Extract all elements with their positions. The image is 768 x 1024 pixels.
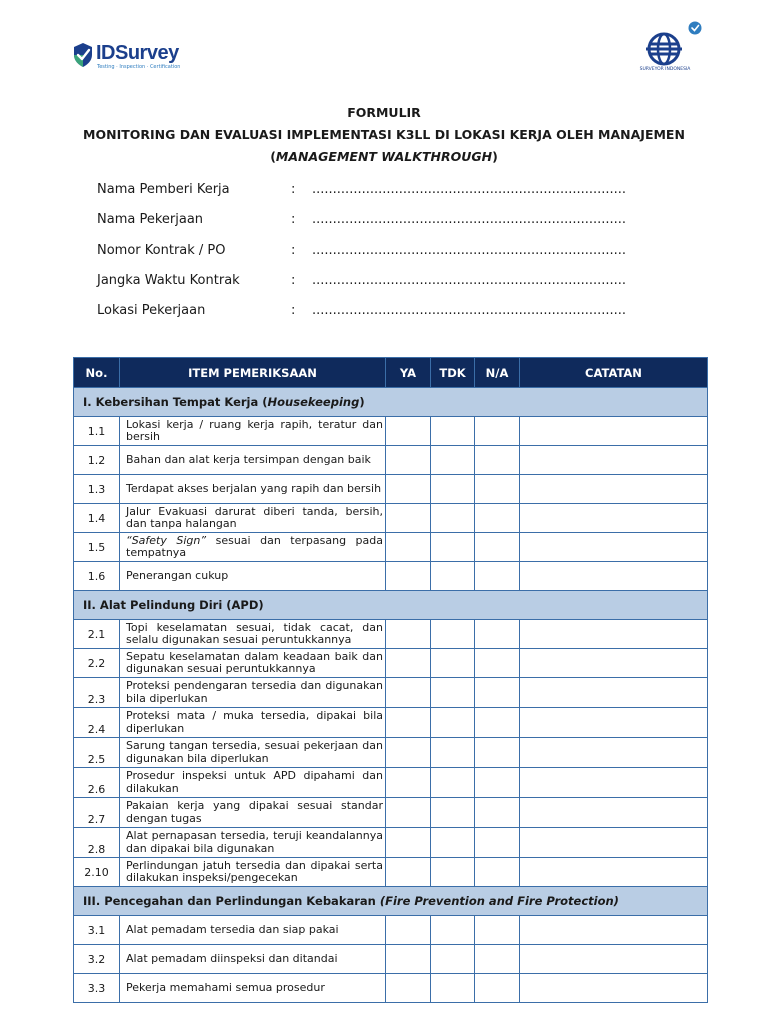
col-header-tdk: TDK (431, 358, 475, 388)
ya-cell[interactable] (386, 828, 431, 858)
brand-name: IDSurvey (96, 42, 179, 64)
catatan-cell[interactable] (520, 620, 708, 649)
item-number: 2.6 (74, 768, 120, 798)
na-cell[interactable] (475, 504, 520, 533)
field-colon: : (291, 242, 296, 258)
item-number: 3.1 (74, 916, 120, 945)
field-label: Jangka Waktu Kontrak (97, 272, 240, 288)
idsurvey-logo (72, 40, 202, 76)
item-number: 2.5 (74, 738, 120, 768)
item-number: 1.2 (74, 446, 120, 475)
na-cell[interactable] (475, 417, 520, 446)
field-colon: : (291, 272, 296, 288)
brand-subtitle: SURVEYOR INDONESIA (639, 67, 691, 72)
table-row (74, 768, 708, 798)
ya-cell[interactable] (386, 738, 431, 768)
form-title (0, 102, 768, 168)
tdk-cell[interactable] (431, 620, 475, 649)
tdk-cell[interactable] (431, 678, 475, 708)
ya-cell[interactable] (386, 858, 431, 887)
field-value[interactable]: ............................................................................ (312, 182, 627, 197)
globe-logo-icon (632, 20, 708, 68)
surveyor-indonesia-logo (632, 20, 708, 80)
tdk-cell[interactable] (431, 708, 475, 738)
item-description: Alat pernapasan tersedia, teruji keandalannya dan dipakai bila digunakan (120, 828, 386, 858)
ya-cell[interactable] (386, 768, 431, 798)
ya-cell[interactable] (386, 446, 431, 475)
table-row (74, 858, 708, 887)
item-number: 3.2 (74, 945, 120, 974)
na-cell[interactable] (475, 620, 520, 649)
item-description: Bahan dan alat kerja tersimpan dengan baik (120, 446, 386, 475)
tdk-cell[interactable] (431, 504, 475, 533)
title-line-2: MONITORING DAN EVALUASI IMPLEMENTASI K3LL DI LOKASI KERJA OLEH MANAJEMEN (83, 127, 685, 142)
item-description: Terdapat akses berjalan yang rapih dan bersih (120, 475, 386, 504)
table-row (74, 798, 708, 828)
table-row (74, 446, 708, 475)
tdk-cell[interactable] (431, 417, 475, 446)
field-value[interactable]: ............................................................................ (312, 272, 627, 288)
field-colon: : (291, 182, 296, 197)
catatan-cell[interactable] (520, 768, 708, 798)
na-cell[interactable] (475, 475, 520, 504)
na-cell[interactable] (475, 828, 520, 858)
col-header-catatan: CATATAN (520, 358, 708, 388)
table-row (74, 649, 708, 678)
ya-cell[interactable] (386, 649, 431, 678)
item-description: Sarung tangan tersedia, sesuai pekerjaan dan digunakan bila diperlukan (120, 738, 386, 768)
item-number: 2.10 (74, 858, 120, 887)
catatan-cell[interactable] (520, 533, 708, 562)
na-cell[interactable] (475, 858, 520, 887)
item-number: 3.3 (74, 974, 120, 1003)
item-number: 2.3 (74, 678, 120, 708)
item-description: Topi keselamatan sesuai, tidak cacat, dan selalu digunakan sesuai peruntukkannya (120, 620, 386, 649)
table-row (74, 916, 708, 945)
table-row (74, 678, 708, 708)
item-description: Jalur Evakuasi darurat diberi tanda, bersih, dan tanpa halangan (120, 504, 386, 533)
item-description: “Safety Sign” sesuai dan terpasang pada tempatnya (120, 533, 386, 562)
item-number: 2.8 (74, 828, 120, 858)
catatan-cell[interactable] (520, 678, 708, 708)
ya-cell[interactable] (386, 475, 431, 504)
item-number: 1.5 (74, 533, 120, 562)
ya-cell[interactable] (386, 708, 431, 738)
item-description: Penerangan cukup (120, 562, 386, 591)
tdk-cell[interactable] (431, 738, 475, 768)
field-label: Nama Pemberi Kerja (97, 182, 230, 197)
ya-cell[interactable] (386, 533, 431, 562)
tdk-cell[interactable] (431, 768, 475, 798)
ya-cell[interactable] (386, 562, 431, 591)
catatan-cell[interactable] (520, 562, 708, 591)
table-header-row (74, 358, 708, 388)
item-number: 2.4 (74, 708, 120, 738)
catatan-cell[interactable] (520, 974, 708, 1003)
tdk-cell[interactable] (431, 649, 475, 678)
col-header-no: No. (74, 358, 120, 388)
catatan-cell[interactable] (520, 828, 708, 858)
section-row (74, 887, 708, 916)
col-header-ya: YA (386, 358, 431, 388)
field-label: Lokasi Pekerjaan (97, 303, 206, 319)
catatan-cell[interactable] (520, 798, 708, 828)
catatan-cell[interactable] (520, 504, 708, 533)
table-body (74, 388, 708, 1003)
ya-cell[interactable] (386, 974, 431, 1003)
na-cell[interactable] (475, 974, 520, 1003)
field-value[interactable]: ............................................................................ (312, 212, 627, 228)
catatan-cell[interactable] (520, 708, 708, 738)
table-row (74, 504, 708, 533)
na-cell[interactable] (475, 738, 520, 768)
item-description: Alat pemadam tersedia dan siap pakai (120, 916, 386, 945)
catatan-cell[interactable] (520, 858, 708, 887)
field-value[interactable]: ............................................................................ (312, 303, 627, 319)
item-description: Proteksi mata / muka tersedia, dipakai bila diperlukan (120, 708, 386, 738)
table-row (74, 708, 708, 738)
table-row (74, 828, 708, 858)
table-row (74, 562, 708, 591)
tdk-cell[interactable] (431, 533, 475, 562)
col-header-item: ITEM PEMERIKSAAN (120, 358, 386, 388)
table-row (74, 974, 708, 1003)
col-header-na: N/A (475, 358, 520, 388)
na-cell[interactable] (475, 916, 520, 945)
ya-cell[interactable] (386, 417, 431, 446)
catatan-cell[interactable] (520, 916, 708, 945)
title-line-3: (MANAGEMENT WALKTHROUGH) (270, 149, 498, 164)
catatan-cell[interactable] (520, 945, 708, 974)
check-shield-icon (72, 42, 94, 68)
catatan-cell[interactable] (520, 417, 708, 446)
tdk-cell[interactable] (431, 475, 475, 504)
item-description: Pekerja memahami semua prosedur (120, 974, 386, 1003)
na-cell[interactable] (475, 768, 520, 798)
na-cell[interactable] (475, 798, 520, 828)
tdk-cell[interactable] (431, 562, 475, 591)
item-number: 1.3 (74, 475, 120, 504)
tdk-cell[interactable] (431, 974, 475, 1003)
item-description: Perlindungan jatuh tersedia dan dipakai serta dilakukan inspeksi/pengecekan (120, 858, 386, 887)
item-number: 2.1 (74, 620, 120, 649)
section-title: II. Alat Pelindung Diri (APD) (74, 591, 708, 620)
item-number: 1.1 (74, 417, 120, 446)
ya-cell[interactable] (386, 945, 431, 974)
field-colon: : (291, 212, 296, 228)
item-number: 2.2 (74, 649, 120, 678)
table-row (74, 620, 708, 649)
item-description: Pakaian kerja yang dipakai sesuai standar dengan tugas (120, 798, 386, 828)
tdk-cell[interactable] (431, 945, 475, 974)
item-description: Proteksi pendengaran tersedia dan digunakan bila diperlukan (120, 678, 386, 708)
catatan-cell[interactable] (520, 475, 708, 504)
catatan-cell[interactable] (520, 738, 708, 768)
table-row (74, 738, 708, 768)
field-label: Nomor Kontrak / PO (97, 242, 226, 258)
item-description: Lokasi kerja / ruang kerja rapih, teratur dan bersih (120, 417, 386, 446)
section-row (74, 591, 708, 620)
item-description: Sepatu keselamatan dalam keadaan baik dan digunakan sesuai peruntukkannya (120, 649, 386, 678)
field-colon: : (291, 303, 296, 319)
tdk-cell[interactable] (431, 798, 475, 828)
inspection-table (73, 357, 708, 1003)
item-number: 2.7 (74, 798, 120, 828)
tdk-cell[interactable] (431, 828, 475, 858)
na-cell[interactable] (475, 446, 520, 475)
tdk-cell[interactable] (431, 858, 475, 887)
title-line-1: FORMULIR (347, 105, 421, 120)
ya-cell[interactable] (386, 798, 431, 828)
na-cell[interactable] (475, 945, 520, 974)
na-cell[interactable] (475, 678, 520, 708)
table-row (74, 533, 708, 562)
na-cell[interactable] (475, 533, 520, 562)
field-value[interactable]: ............................................................................ (312, 242, 627, 258)
item-number: 1.4 (74, 504, 120, 533)
item-number: 1.6 (74, 562, 120, 591)
section-title: I. Kebersihan Tempat Kerja (Housekeeping) (74, 388, 708, 417)
brand-tagline: Testing · Inspection · Certification (97, 64, 181, 70)
ya-cell[interactable] (386, 504, 431, 533)
tdk-cell[interactable] (431, 916, 475, 945)
ya-cell[interactable] (386, 916, 431, 945)
catatan-cell[interactable] (520, 649, 708, 678)
table-row (74, 475, 708, 504)
ya-cell[interactable] (386, 620, 431, 649)
field-label: Nama Pekerjaan (97, 212, 204, 228)
table-row (74, 945, 708, 974)
section-title: III. Pencegahan dan Perlindungan Kebakaran (Fire Prevention and Fire Protection) (74, 887, 708, 916)
item-description: Alat pemadam diinspeksi dan ditandai (120, 945, 386, 974)
table-row (74, 417, 708, 446)
catatan-cell[interactable] (520, 446, 708, 475)
na-cell[interactable] (475, 708, 520, 738)
na-cell[interactable] (475, 649, 520, 678)
item-description: Prosedur inspeksi untuk APD dipahami dan dilakukan (120, 768, 386, 798)
ya-cell[interactable] (386, 678, 431, 708)
na-cell[interactable] (475, 562, 520, 591)
section-row (74, 388, 708, 417)
tdk-cell[interactable] (431, 446, 475, 475)
